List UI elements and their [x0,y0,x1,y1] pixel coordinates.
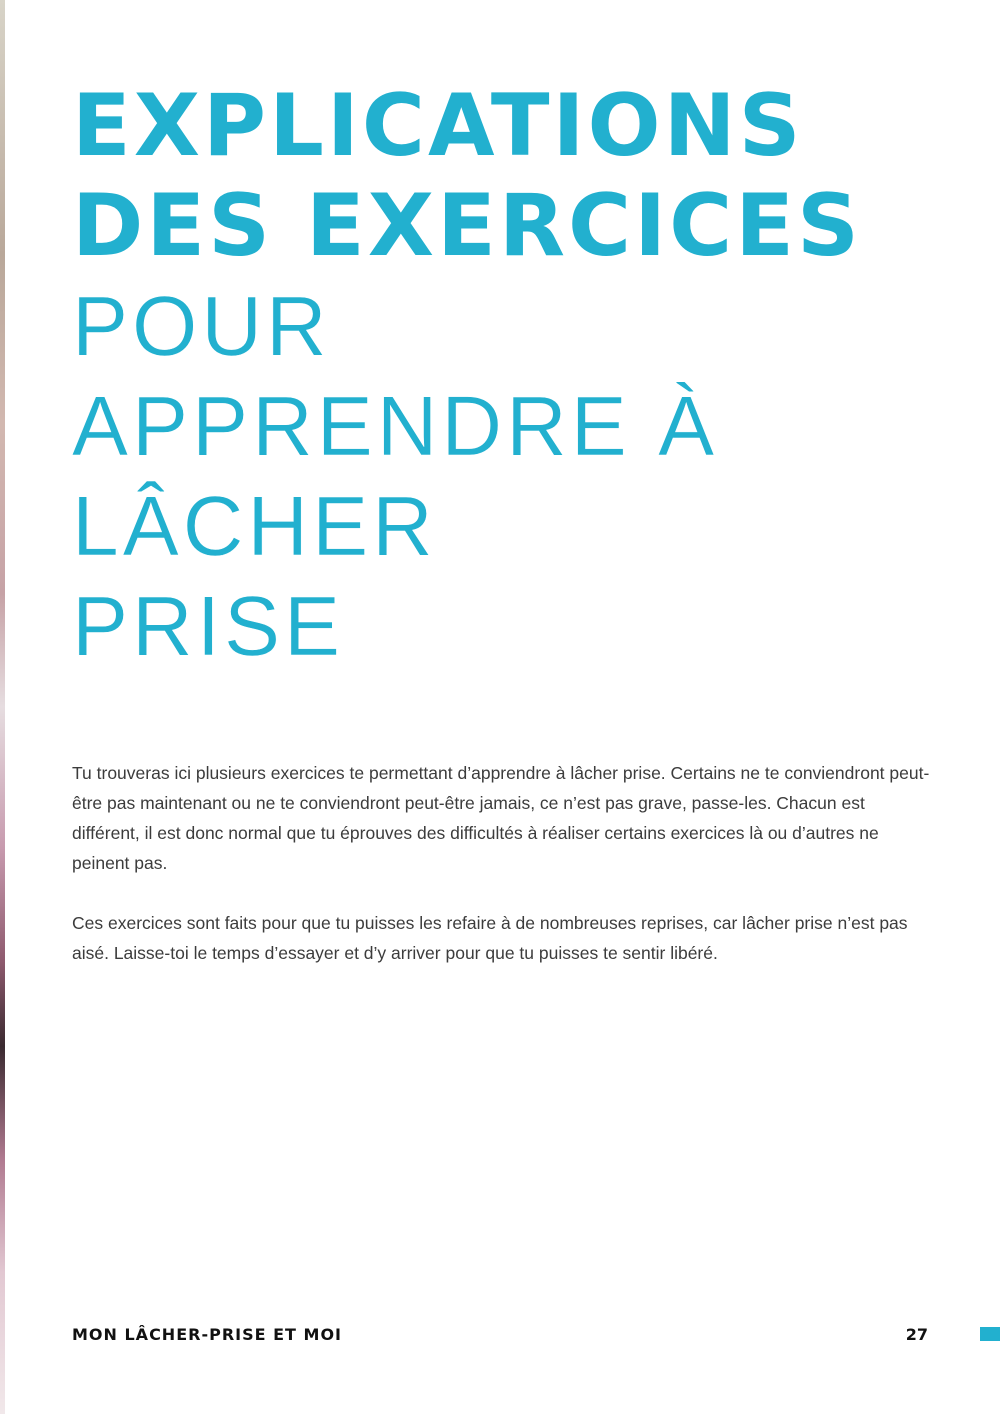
page-title [72,76,972,676]
title-line-bold-2: DES EXERCICES [72,176,862,276]
title-line-light-1: POUR [72,279,331,373]
page-tab-marker [980,1327,1000,1341]
page-number: 27 [905,1325,928,1344]
title-line-bold-1: EXPLICATIONS [72,76,804,176]
intro-text [72,758,932,998]
intro-paragraph-2: Ces exercices sont faits pour que tu puisses les refaire à de nombreuses reprises, car lâcher prise n’est pas aisé. Laisse-toi le temps d’essayer et d’y arriver pour que tu puisses te sentir libéré. [72,913,908,963]
intro-paragraph-1: Tu trouveras ici plusieurs exercices te permettant d’apprendre à lâcher prise. Certains ne te conviendront peut-être pas maintenant ou ne te conviendront peut-être jamais, ce n’est pas grave, passe-les. Chacun est différent, il est donc normal que tu éprouves des difficultés à réaliser certains exercices là ou d’autres ne peinent pas. [72,763,930,873]
title-line-light-4: PRISE [72,579,345,673]
footer-book-title: MON LÂCHER-PRISE ET MOI [72,1325,342,1344]
title-line-light-2: APPRENDRE À [72,379,719,473]
title-line-light-3: LÂCHER [72,479,437,573]
adjacent-page-image-edge [0,0,5,1414]
